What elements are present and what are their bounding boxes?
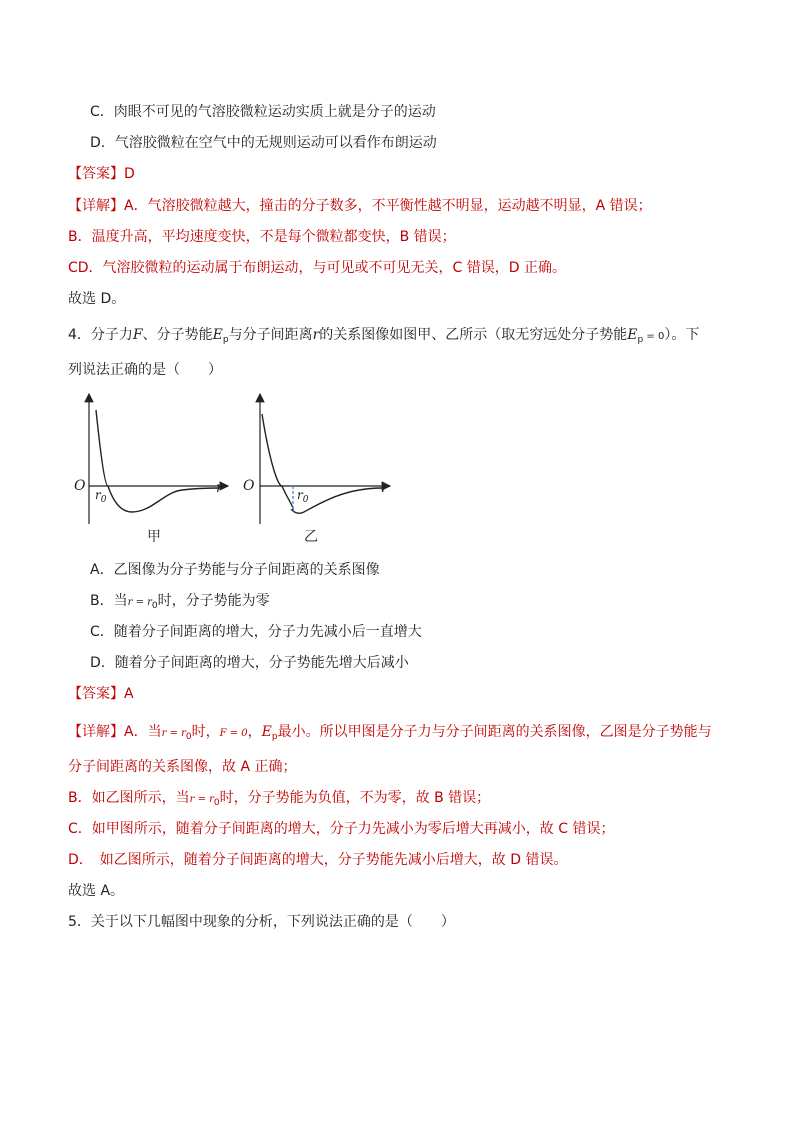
- condition-sub: 0: [151, 601, 158, 611]
- force-zero: F = 0: [219, 728, 248, 739]
- q4-detail-b: [68, 788, 490, 813]
- answer-value: D: [124, 166, 135, 182]
- r0-symbol: r: [297, 488, 303, 502]
- answer-tag: 【答案】: [68, 686, 124, 702]
- symbol-r: r: [312, 327, 320, 343]
- detail-tag: 【详解】: [68, 724, 124, 740]
- detail-text: B．如乙图所示，当: [68, 790, 190, 806]
- q3-detail-a: [68, 196, 652, 216]
- q3-option-c: C．肉眼不可见的气溶胶微粒运动实质上就是分子的运动: [90, 104, 436, 120]
- q4-detail-line2: 分子间距离的关系图像，故 A 正确；: [68, 759, 297, 775]
- symbol-sub-p: p: [222, 335, 229, 345]
- q4-detail-c: C．如甲图所示，随着分子间距离的增大，分子力先减小为零后增大再减小，故 C 错误；: [68, 821, 615, 837]
- detail-text: 时，: [191, 724, 220, 740]
- symbol-sub-p: p: [637, 335, 644, 345]
- q4-option-b: [90, 591, 270, 616]
- detail-text: 时，分子势能为负值，不为零，故 B 错误；: [219, 790, 491, 806]
- symbol-E: E: [627, 327, 638, 343]
- symbol-F: F: [132, 327, 143, 343]
- symbol-sub-p: p: [271, 732, 278, 742]
- yi-r-axis-label: r: [381, 480, 388, 496]
- q4-detail-d: D． 如乙图所示，随着分子间距离的增大，分子势能先减小后增大，故 D 错误。: [68, 852, 568, 868]
- q3-detail-b: B．温度升高，平均速度变快，不是每个微粒都变快，B 错误；: [68, 229, 456, 245]
- q4-conclusion: 故选 A。: [68, 883, 125, 899]
- condition-r-eq-r0: r = r: [189, 794, 214, 805]
- detail-tag: 【详解】: [68, 198, 124, 214]
- jia-r0-label: [95, 488, 106, 505]
- detail-text: A．当: [124, 724, 162, 740]
- q5-stem: 5．关于以下几幅图中现象的分析，下列说法正确的是（ ）: [68, 914, 455, 930]
- molecular-graphs: [60, 388, 400, 548]
- option-text: B．当: [90, 593, 128, 609]
- q4-option-c: C．随着分子间距离的增大，分子力先减小后一直增大: [90, 624, 422, 640]
- equals-zero: = 0: [643, 331, 665, 342]
- condition-r-eq-r0: r = r: [127, 597, 152, 608]
- stem-text: 与分子间距离: [228, 327, 313, 343]
- detail-text: A．气溶胶微粒越大，撞击的分子数多，不平衡性越不明显，运动越不明显，A 错误；: [124, 198, 652, 214]
- symbol-E: E: [261, 724, 272, 740]
- answer-tag: 【答案】: [68, 166, 124, 182]
- q3-answer: [68, 164, 135, 184]
- jia-force-curve: [96, 410, 220, 512]
- condition-sub: 0: [185, 732, 192, 742]
- stem-text: 4．分子力: [68, 327, 133, 343]
- yi-caption: 乙: [304, 529, 318, 545]
- jia-r-axis-label: r: [216, 480, 223, 496]
- q4-answer: [68, 684, 134, 704]
- r0-symbol: r: [95, 488, 101, 502]
- q3-conclusion: 故选 D。: [68, 291, 126, 307]
- condition-sub: 0: [213, 798, 220, 808]
- symbol-E: E: [212, 327, 223, 343]
- q4-option-a: A．乙图像为分子势能与分子间距离的关系图像: [90, 562, 380, 578]
- q4-detail-line1: [68, 722, 712, 747]
- detail-text: ，: [247, 724, 262, 740]
- q4-stem-line2: 列说法正确的是（ ）: [68, 362, 222, 378]
- jia-origin-label: O: [74, 478, 86, 494]
- q4-figures: [60, 388, 400, 552]
- r0-sub: 0: [302, 495, 309, 505]
- detail-text: 最小。所以甲图是分子力与分子间距离的关系图像，乙图是分子势能与: [277, 724, 712, 740]
- option-text: 时，分子势能为零: [157, 593, 270, 609]
- jia-caption: 甲: [147, 529, 161, 545]
- yi-energy-curve: [262, 414, 382, 513]
- stem-text: 的关系图像如图甲、乙所示（取无穷远处分子势能: [319, 327, 628, 343]
- stem-text: 、分子势能: [142, 327, 213, 343]
- answer-value: A: [124, 686, 134, 702]
- q3-detail-cd: CD．气溶胶微粒的运动属于布朗运动，与可见或不可见无关，C 错误，D 正确。: [68, 260, 567, 276]
- q4-stem-line1: [68, 325, 699, 350]
- yi-origin-label: O: [243, 478, 255, 494]
- r0-sub: 0: [100, 495, 107, 505]
- condition-r-eq-r0: r = r: [161, 728, 186, 739]
- q4-option-d: D．随着分子间距离的增大，分子势能先增大后减小: [90, 655, 409, 671]
- yi-r0-label: [297, 488, 308, 505]
- q3-option-d: D．气溶胶微粒在空气中的无规则运动可以看作布朗运动: [90, 135, 437, 151]
- stem-text: ）。下: [664, 327, 700, 343]
